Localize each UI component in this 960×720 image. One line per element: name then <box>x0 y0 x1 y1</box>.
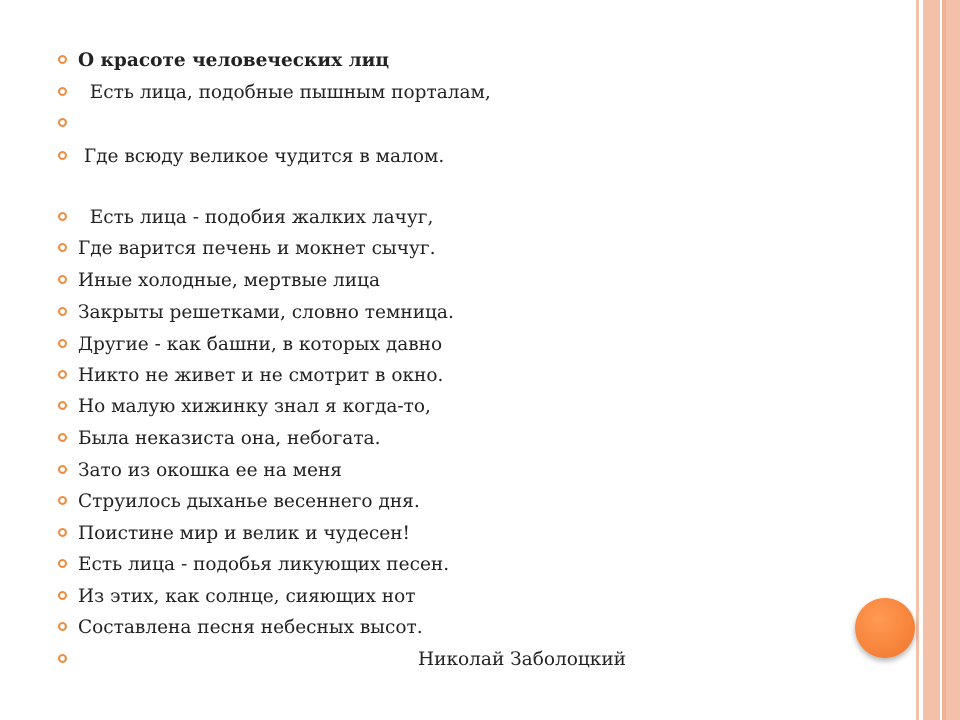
poem-line-text: Иные холодные, мертвые лица <box>78 270 381 291</box>
bullet-icon <box>58 339 67 348</box>
bullet-icon <box>58 307 67 316</box>
bullet-icon <box>58 433 67 442</box>
bullet-icon <box>58 151 67 160</box>
bullet-icon <box>58 591 67 600</box>
bullet-icon <box>58 654 67 663</box>
bullet-icon <box>58 622 67 631</box>
bullet-icon <box>58 212 67 221</box>
poem-line-text: Из этих, как солнце, сияющих нот <box>78 586 416 607</box>
bullet-icon <box>58 496 67 505</box>
poem-line-text: Струилось дыханье весеннего дня. <box>78 491 420 512</box>
poem-line-text: Где варится печень и мокнет сычуг. <box>78 238 436 259</box>
poem-title: О красоте человеческих лиц <box>78 50 389 71</box>
bullet-icon <box>58 275 67 284</box>
stripe-outer <box>946 0 960 720</box>
poem-line-text: Составлена песня небесных высот. <box>78 617 423 638</box>
poem-line-text: Другие - как башни, в которых давно <box>78 334 443 355</box>
poem-line-text: Зато из окошка ее на меня <box>78 460 342 481</box>
poem-line-text: Есть лица - подобья ликующих песен. <box>78 554 450 575</box>
poem-line-text: Где всюду великое чудится в малом. <box>78 146 445 167</box>
bullet-icon <box>58 559 67 568</box>
poem-author: Николай Заболоцкий <box>418 649 626 670</box>
decorative-stripes <box>916 0 960 720</box>
poem-line-text: Была неказиста она, небогата. <box>78 428 381 449</box>
bullet-icon <box>58 528 67 537</box>
poem-line-text: Есть лица - подобия жалких лачуг, <box>78 207 434 228</box>
bullet-icon <box>58 87 67 96</box>
bullet-icon <box>58 370 67 379</box>
poem-line-text: Есть лица, подобные пышным порталам, <box>78 82 491 103</box>
poem-author-line <box>58 647 626 720</box>
poem-line-text: Никто не живет и не смотрит в окно. <box>78 365 444 386</box>
bullet-icon <box>58 243 67 252</box>
poem-line-text: Закрыты решетками, словно темница. <box>78 302 454 323</box>
stripe-thin <box>916 0 919 720</box>
poem-line-text: Поистине мир и велик и чудесен! <box>78 523 410 544</box>
bullet-icon <box>58 465 67 474</box>
bullet-icon <box>58 55 67 64</box>
bullet-icon <box>58 401 67 410</box>
poem-line-text: Но малую хижинку знал я когда-то, <box>78 396 431 417</box>
orange-circle-decoration <box>855 598 915 658</box>
bullet-icon <box>58 118 67 127</box>
stripe-wide <box>923 0 940 720</box>
